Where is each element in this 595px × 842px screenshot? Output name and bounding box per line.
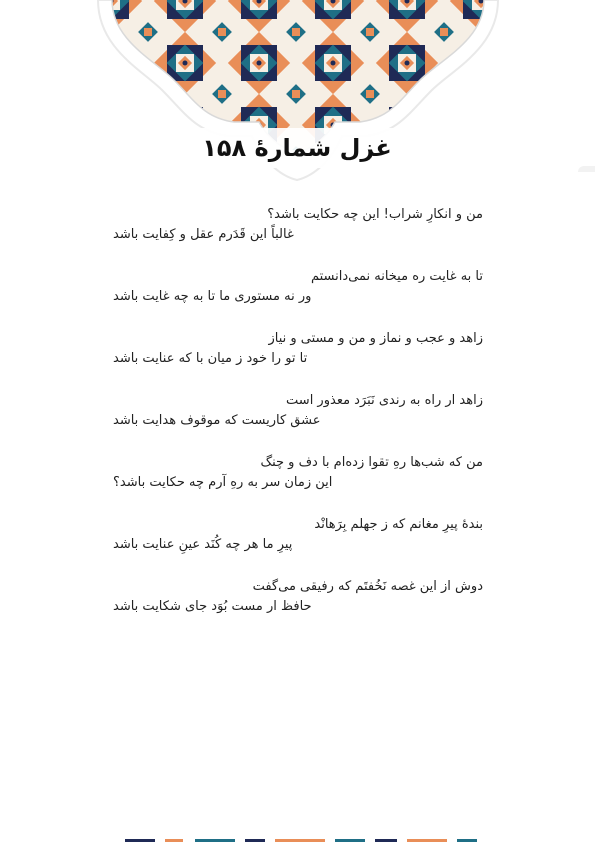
- verse-second-hemistich: این زمان سر به رهِ آرم چه حکایت باشد؟: [113, 475, 333, 490]
- verse-first-hemistich: تا به غایت ره میخانه نمی‌دانستم: [310, 269, 483, 284]
- couplet: [113, 267, 483, 329]
- verse-first-hemistich: زاهد ار راه به رندی نَبَرَد معذور است: [286, 393, 483, 408]
- couplet: [113, 453, 483, 515]
- couplet: [113, 577, 483, 639]
- couplet: [113, 515, 483, 577]
- verse-second-hemistich: پیرِ ما هر چه کُنَد عینِ عنایت باشد: [113, 537, 293, 552]
- verse-first-hemistich: بندهٔ پیرِ مغانم که ز جهلم بِرَهانْد: [314, 517, 483, 532]
- verse-first-hemistich: زاهد و عجب و نماز و من و مستی و نیاز: [268, 331, 483, 346]
- verse-second-hemistich: تا تو را خود ز میان با که عنایت باشد: [113, 351, 308, 366]
- couplet: [113, 391, 483, 453]
- couplet: [113, 329, 483, 391]
- verse-second-hemistich: غالباً این قَدَرم عقل و کِفایت باشد: [113, 227, 294, 242]
- couplet: [113, 205, 483, 267]
- verse-second-hemistich: عشق کاریست که موقوف هدایت باشد: [113, 413, 321, 428]
- poem-body: [113, 205, 483, 639]
- page-edge-tab: [578, 166, 595, 172]
- verse-first-hemistich: من که شب‌ها رهِ تقوا زده‌ام با دف و چنگ: [260, 455, 483, 470]
- decorative-tile-footer: [95, 836, 505, 842]
- verse-first-hemistich: من و انکارِ شراب! این چه حکایت باشد؟: [267, 207, 483, 222]
- poem-title: غزل شمارهٔ ۱۵۸: [202, 134, 392, 162]
- decorative-tile-header: [0, 0, 595, 200]
- verse-second-hemistich: حافظ ار مست بُوَد جای شکایت باشد: [113, 599, 312, 614]
- verse-second-hemistich: ور نه مستوری ما تا به چه غایت باشد: [113, 289, 312, 304]
- verse-first-hemistich: دوش از این غصه نَخُفتَم که رفیقی می‌گفت: [252, 579, 483, 594]
